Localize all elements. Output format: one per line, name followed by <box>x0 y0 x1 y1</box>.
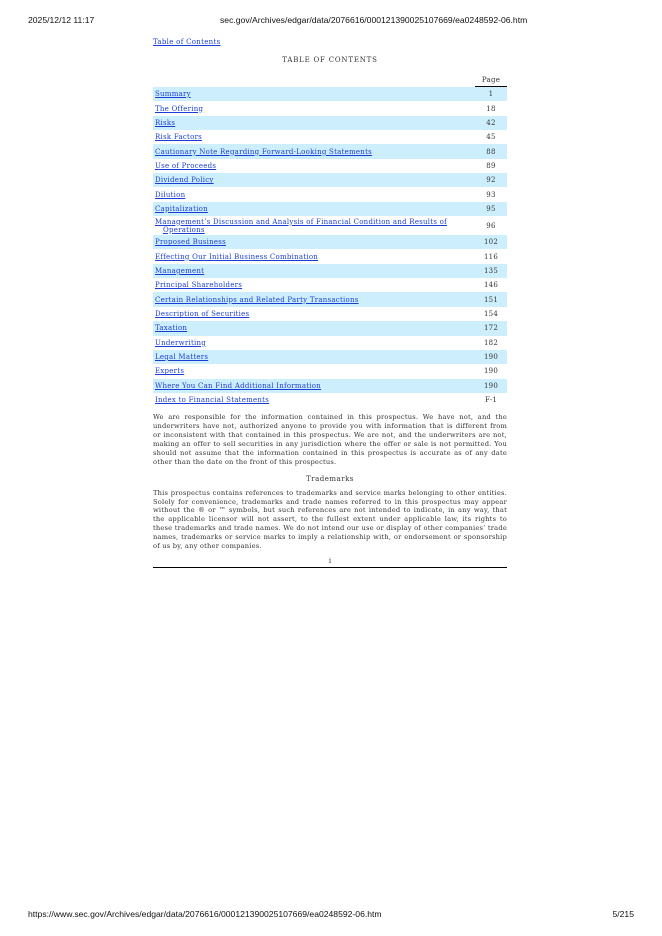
toc-row <box>153 364 507 378</box>
toc-entry-cell <box>153 235 467 249</box>
toc-page-number: 95 <box>475 202 507 216</box>
toc-entry-link[interactable]: Description of Securities <box>155 309 250 318</box>
toc-entry-link[interactable]: Dividend Policy <box>155 176 214 185</box>
toc-entry-link[interactable]: Risks <box>155 118 176 127</box>
toc-entry-cell <box>153 187 467 201</box>
toc-page-header: Page <box>475 74 507 87</box>
toc-page-number: 190 <box>475 350 507 364</box>
toc-entry-cell <box>153 278 467 292</box>
toc-row <box>153 101 507 115</box>
toc-row <box>153 393 507 407</box>
toc-row <box>153 202 507 216</box>
toc-page-number: 89 <box>486 161 496 170</box>
toc-entry-link[interactable]: Certain Relationships and Related Party Transactions <box>155 295 359 304</box>
toc-page-number: 135 <box>475 264 507 278</box>
toc-page-number: 45 <box>486 133 496 142</box>
toc-page-number: 190 <box>483 367 499 376</box>
toc-entry-link[interactable]: Use of Proceeds <box>155 161 217 170</box>
table-of-contents-link[interactable]: Table of Contents <box>153 38 221 46</box>
toc-row <box>153 307 507 321</box>
toc-row <box>153 264 507 278</box>
toc-entry-cell <box>153 393 467 407</box>
toc-entry-cell <box>153 264 467 278</box>
toc-entry-cell <box>153 87 467 102</box>
toc-row <box>153 379 507 393</box>
toc-row <box>153 87 507 102</box>
print-datetime: 2025/12/12 11:17 <box>28 15 95 25</box>
toc-entry-cell <box>153 321 467 335</box>
toc-entry-cell <box>153 350 467 364</box>
toc-page-number: 151 <box>475 292 507 306</box>
toc-entry-cell <box>153 216 467 235</box>
toc-page-number: 190 <box>475 379 507 393</box>
toc-entry-link[interactable]: Summary <box>155 89 191 98</box>
toc-row <box>153 173 507 187</box>
toc-row <box>153 235 507 249</box>
trademarks-paragraph: This prospectus contains references to trademarks and service marks belonging to other entities. Solely for convenience, trademarks and trade names referred to in this prospectus may appear without the ® or ™ symbols, but such references are not intended to indicate, in any way, that the applicable licensor will not assert, to the fullest extent under applicable law, its rights to these trademarks and trade names. We do not intend our use or display of other companies’ trade names, trademarks or service marks to imply a relationship with, or endorsement or sponsorship of us by, any other companies. <box>153 488 507 551</box>
toc-entry-cell <box>153 307 467 321</box>
toc-row <box>153 249 507 263</box>
toc-page-number: 1 <box>475 87 507 102</box>
toc-entry-link[interactable]: The Offering <box>155 104 204 113</box>
toc-entry-link[interactable]: Index to Financial Statements <box>155 396 270 405</box>
toc-page-number: F-1 <box>484 396 498 405</box>
toc-row <box>153 278 507 292</box>
toc-entry-link[interactable]: Effecting Our Initial Business Combination <box>155 252 319 261</box>
toc-entry-cell <box>153 173 467 187</box>
toc-entry-link[interactable]: Management <box>155 266 205 275</box>
trademarks-heading: Trademarks <box>306 474 354 483</box>
toc-entry-link-continued[interactable]: Operations <box>163 225 205 234</box>
toc-entry-cell <box>153 101 467 115</box>
toc-entry-cell <box>153 336 467 350</box>
toc-header-row <box>153 74 507 87</box>
toc-row <box>153 144 507 158</box>
toc-entry-link[interactable]: Capitalization <box>155 204 208 213</box>
toc-row <box>153 350 507 364</box>
toc-entry-link[interactable]: Management’s Discussion and Analysis of Financial Condition and Results of <box>155 217 447 226</box>
toc-entry-link[interactable]: Principal Shareholders <box>155 281 243 290</box>
toc-entry-cell <box>153 292 467 306</box>
page-bottom-rule <box>153 567 507 568</box>
toc-entry-link[interactable]: Proposed Business <box>155 238 226 247</box>
toc-page-number: 146 <box>483 281 499 290</box>
toc-entry-cell <box>153 202 467 216</box>
toc-entry-link[interactable]: Dilution <box>155 190 186 199</box>
toc-page-number: 154 <box>483 309 499 318</box>
toc-row <box>153 116 507 130</box>
toc-page-number: 93 <box>486 190 496 199</box>
toc-entry-cell <box>153 249 467 263</box>
toc-page-number: 116 <box>483 252 499 261</box>
toc-row <box>153 292 507 306</box>
toc-entry-cell <box>153 144 467 158</box>
toc-page-number: 18 <box>486 104 496 113</box>
toc-entry-link[interactable]: Legal Matters <box>155 353 209 362</box>
toc-title: TABLE OF CONTENTS <box>282 56 378 64</box>
toc-header-blank <box>153 74 467 87</box>
toc-page-number: 172 <box>475 321 507 335</box>
toc-entry-cell <box>153 159 467 173</box>
toc-page-number: 182 <box>483 338 499 347</box>
toc-page-number: 102 <box>475 235 507 249</box>
page-number: i <box>328 557 332 565</box>
toc-page-number: 92 <box>475 173 507 187</box>
print-url-header: sec.gov/Archives/edgar/data/2076616/000121390025107669/ea0248592-06.htm <box>220 15 528 25</box>
disclaimer-paragraph: We are responsible for the information contained in this prospectus. We have not, and the underwriters have not, authorized anyone to provide you with information that is different from or inconsistent with that contained in this prospectus. We are not, and the underwriters are not, making an offer to sell securities in any jurisdiction where the offer or sale is not permitted. You should not assume that the information contained in this prospectus is accurate as of any date other than the date on the front of this prospectus. <box>153 413 507 466</box>
toc-entry-link[interactable]: Cautionary Note Regarding Forward-Looking Statements <box>155 147 372 156</box>
toc-entry-cell <box>153 116 467 130</box>
print-page-count: 5/215 <box>612 909 634 919</box>
toc-page-number: 42 <box>475 116 507 130</box>
toc-entry-link[interactable]: Taxation <box>155 324 188 333</box>
toc-row <box>153 187 507 201</box>
toc-row <box>153 336 507 350</box>
toc-entry-cell <box>153 364 467 378</box>
toc-entry-link[interactable]: Risk Factors <box>155 133 203 142</box>
print-url-footer: https://www.sec.gov/Archives/edgar/data/2076616/000121390025107669/ea0248592-06.htm <box>28 909 382 919</box>
toc-entry-cell <box>153 130 467 144</box>
toc-page-number: 88 <box>475 144 507 158</box>
toc-row <box>153 216 507 235</box>
document-page <box>153 36 507 568</box>
toc-entry-cell <box>153 379 467 393</box>
toc-entry-link[interactable]: Where You Can Find Additional Information <box>155 381 322 390</box>
toc-page-number: 96 <box>486 221 496 230</box>
toc-row <box>153 130 507 144</box>
toc-entry-link[interactable]: Underwriting <box>155 338 206 347</box>
toc-entry-link[interactable]: Experts <box>155 367 185 376</box>
toc-table <box>153 74 507 407</box>
toc-row <box>153 321 507 335</box>
toc-row <box>153 159 507 173</box>
